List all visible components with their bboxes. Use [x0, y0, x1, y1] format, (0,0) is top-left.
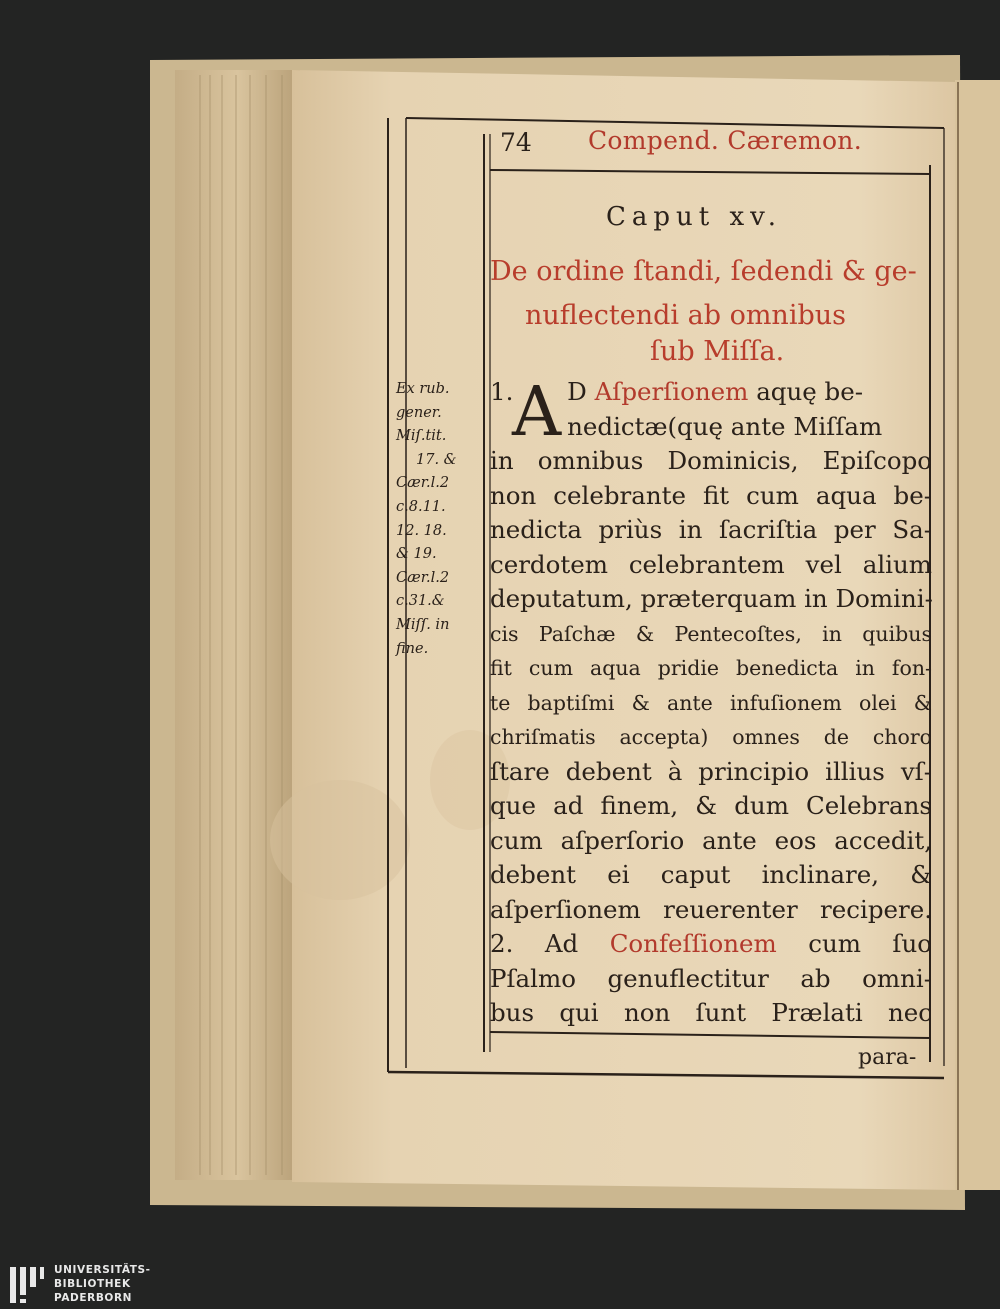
body-line: in omnibus Dominicis, Epiſcopo: [490, 446, 932, 475]
body-line: Pſalmo genuflectitur ab omni-: [490, 963, 932, 993]
margin-notes: [396, 378, 488, 661]
body-line: cerdotem celebrantem vel alium: [490, 549, 932, 579]
margin-note: Ex rub.: [396, 381, 450, 397]
body-line: bus qui non ſunt Prælati nec: [490, 998, 932, 1027]
chapter-title: Caput xv.: [606, 202, 783, 232]
running-title: Compend. Cæremon.: [588, 126, 862, 155]
margin-note: Miſſ. in: [396, 616, 450, 633]
library-name-line-2: BIBLIOTHEK: [54, 1278, 131, 1290]
paragraph-number: 1.: [490, 377, 514, 406]
drop-initial: A: [512, 373, 562, 452]
body-line: fit cum aqua pridie benedicta in fon-: [490, 656, 932, 680]
library-logo-icon: [8, 1265, 46, 1305]
para2-line-1: [490, 927, 932, 962]
body-line: deputatum, præterquam in Domini-: [490, 584, 933, 613]
body-line: ſtare debent à principio illius vſ-: [490, 756, 932, 786]
body-line: te baptiſmi & ante infuſionem olei &: [490, 690, 932, 715]
heading-line-1: De ordine ſtandi, ſedendi & ge-: [490, 256, 917, 287]
rubric-asperſionem: Aſperſionem: [594, 377, 749, 406]
paragraph-number: 2.: [490, 929, 514, 958]
body-line: cis Paſchæ & Pentecoſtes, in quibus: [490, 621, 932, 646]
page-number: 74: [500, 128, 532, 157]
body-line: cum aſperſorio ante eos accedit,: [490, 825, 932, 855]
body-line: debent ei caput inclinare, &: [490, 860, 932, 889]
margin-note: fine.: [396, 640, 429, 657]
margin-note: c.8.11.: [396, 498, 446, 515]
para2-line1-end: cum ſuo: [808, 929, 932, 958]
para1-line1-end: aquę be-: [756, 377, 864, 406]
para2-start: Ad: [544, 929, 579, 958]
body-line: non celebrante fit cum aqua be-: [490, 480, 932, 510]
rubric-confeſſionem: Confeſſionem: [609, 929, 777, 958]
catchword: para-: [858, 1045, 917, 1070]
body-line: que ad finem, & dum Celebrans: [490, 791, 932, 820]
body-line: nedicta priùs in ſacriſtia per Sa-: [490, 515, 932, 544]
margin-note: c.31.&: [396, 593, 445, 610]
margin-note: gener.: [396, 404, 442, 421]
library-name-line-1: UNIVERSITÄTS-: [54, 1264, 151, 1276]
heading-line-2: nuflectendi ab omnibus: [525, 300, 846, 331]
margin-note: 17. &: [416, 451, 457, 468]
body-text: [490, 375, 932, 1031]
margin-note: 12. 18.: [396, 522, 447, 539]
margin-note: Cær.l.2: [396, 475, 450, 492]
para1-line-2: nedictæ(quę ante Miſſam: [567, 411, 883, 441]
library-footer: [0, 1260, 1000, 1309]
body-line: aſperſionem reuerenter recipere.: [490, 894, 932, 924]
para1-first-word: D: [567, 377, 587, 406]
margin-note: Miſ.tit.: [396, 428, 447, 445]
margin-note: & 19.: [396, 546, 437, 563]
heading-line-3: ſub Miſſa.: [650, 336, 785, 367]
body-line: chriſmatis accepta) omnes de choro: [490, 725, 932, 749]
margin-note: Cær.l.2: [396, 569, 450, 586]
library-name-line-3: PADERBORN: [54, 1292, 133, 1304]
running-head: [496, 122, 936, 162]
